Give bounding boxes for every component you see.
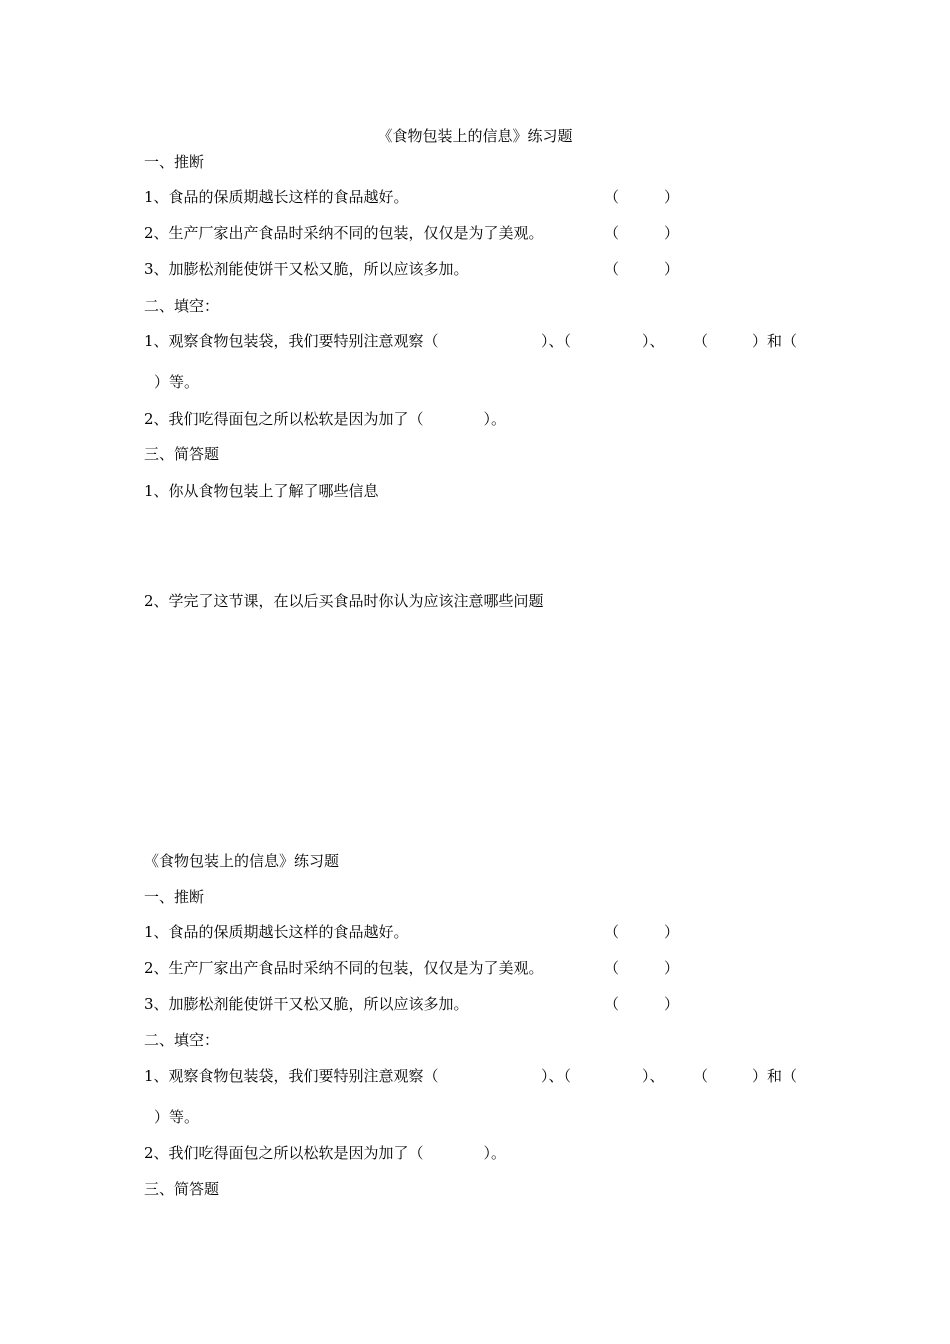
section-heading-fill: 二、填空： bbox=[144, 1031, 220, 1049]
short-answer-question-1: 1、你从食物包装上了解了哪些信息 bbox=[144, 482, 379, 500]
fill-question-2: 2、我们吃得面包之所以松软是因为加了（ ）。 bbox=[144, 410, 507, 428]
answer-paren-open: （ bbox=[604, 995, 620, 1013]
fill-question-1: 1、观察食物包装袋，我们要特别注意观察（ bbox=[144, 1067, 439, 1085]
answer-paren-open: （ bbox=[604, 260, 620, 278]
answer-paren-close: ） bbox=[664, 923, 680, 941]
answer-paren-open: （ bbox=[604, 959, 620, 977]
worksheet-title: 《食物包装上的信息》练习题 bbox=[377, 127, 573, 145]
fill-blank-sep: （ bbox=[693, 1067, 709, 1085]
answer-paren-close: ） bbox=[664, 959, 680, 977]
section-heading-short-answer: 三、简答题 bbox=[144, 1180, 220, 1198]
fill-blank-sep: ）、（ bbox=[541, 332, 572, 350]
fill-question-1-continued: ）等。 bbox=[154, 373, 200, 391]
answer-paren-close: ） bbox=[664, 995, 680, 1013]
fill-question-2: 2、我们吃得面包之所以松软是因为加了（ ）。 bbox=[144, 1144, 507, 1162]
section-heading-judge: 一、推断 bbox=[144, 153, 205, 171]
worksheet-title: 《食物包装上的信息》练习题 bbox=[144, 852, 340, 870]
section-heading-judge: 一、推断 bbox=[144, 888, 205, 906]
answer-paren-open: （ bbox=[604, 188, 620, 206]
judge-question-1: 1、食品的保质期越长这样的食品越好。 bbox=[144, 923, 409, 941]
fill-question-1-continued: ）等。 bbox=[154, 1108, 200, 1126]
judge-question-2: 2、生产厂家出产食品时采纳不同的包装，仅仅是为了美观。 bbox=[144, 224, 544, 242]
judge-question-1: 1、食品的保质期越长这样的食品越好。 bbox=[144, 188, 409, 206]
fill-blank-sep: ）、 bbox=[642, 1067, 665, 1085]
answer-paren-open: （ bbox=[604, 224, 620, 242]
judge-question-3: 3、加膨松剂能使饼干又松又脆，所以应该多加。 bbox=[144, 995, 469, 1013]
answer-paren-close: ） bbox=[664, 224, 680, 242]
section-heading-fill: 二、填空： bbox=[144, 297, 220, 315]
answer-paren-open: （ bbox=[604, 923, 620, 941]
judge-question-2: 2、生产厂家出产食品时采纳不同的包装，仅仅是为了美观。 bbox=[144, 959, 544, 977]
answer-paren-close: ） bbox=[664, 188, 680, 206]
section-heading-short-answer: 三、简答题 bbox=[144, 445, 220, 463]
fill-blank-sep: ）、 bbox=[642, 332, 665, 350]
fill-blank-sep: ）和（ bbox=[752, 1067, 798, 1085]
fill-blank-sep: （ bbox=[693, 332, 709, 350]
fill-question-1: 1、观察食物包装袋，我们要特别注意观察（ bbox=[144, 332, 439, 350]
short-answer-question-2: 2、学完了这节课，在以后买食品时你认为应该注意哪些问题 bbox=[144, 592, 544, 610]
fill-blank-sep: ）和（ bbox=[752, 332, 798, 350]
answer-paren-close: ） bbox=[664, 260, 680, 278]
fill-blank-sep: ）、（ bbox=[541, 1067, 572, 1085]
judge-question-3: 3、加膨松剂能使饼干又松又脆，所以应该多加。 bbox=[144, 260, 469, 278]
